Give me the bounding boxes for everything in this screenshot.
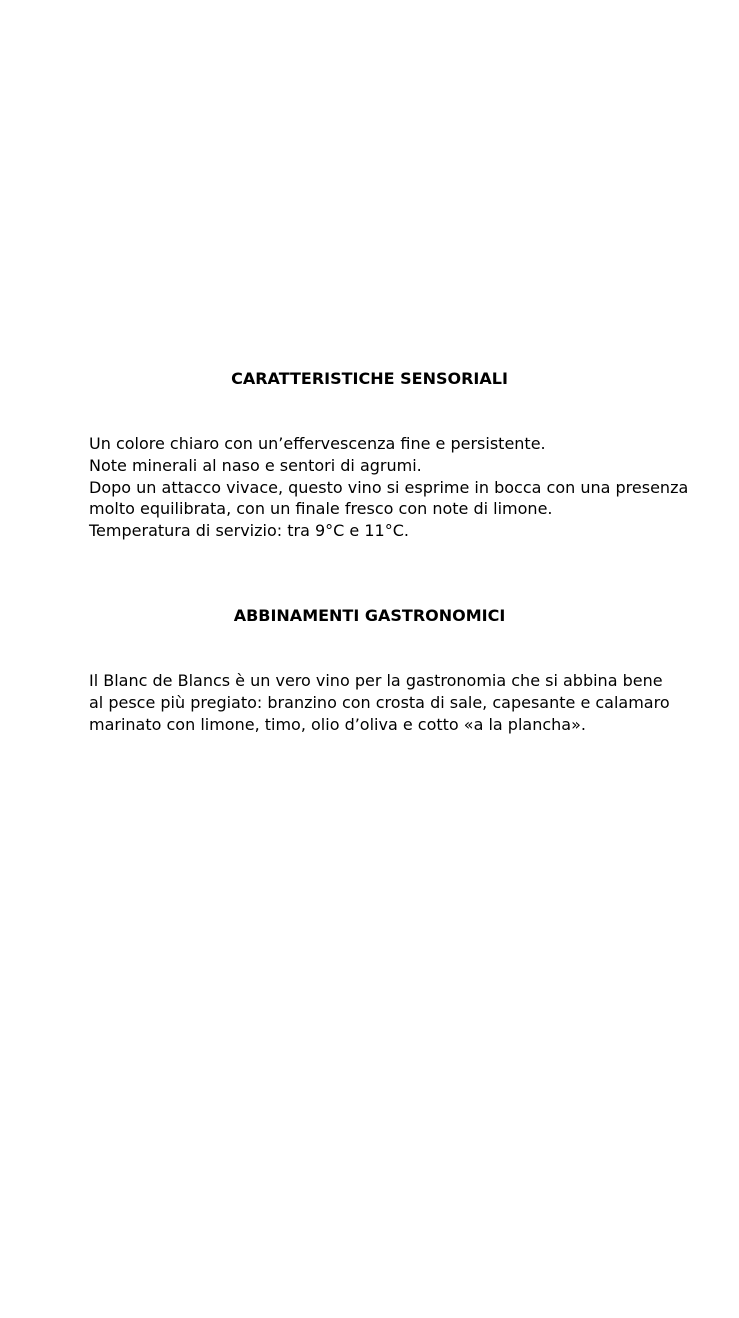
sensoriali-description [89,433,689,542]
paragraph-line: Un colore chiaro con un’effervescenza fine e persistente. [89,434,546,453]
section-title-abbinamenti: ABBINAMENTI GASTRONOMICI [233,606,506,625]
paragraph-line: Dopo un attacco vivace, questo vino si esprime in bocca con una presenza [89,477,689,497]
paragraph-line: Note minerali al naso e sentori di agrumi. [89,455,422,475]
paragraph-line: marinato con limone, timo, olio d’oliva e cotto «a la plancha». [89,714,586,734]
paragraph-line: Temperatura di servizio: tra 9°C e 11°C. [89,521,409,541]
section-title-sensoriali: CARATTERISTICHE SENSORIALI [231,369,508,388]
paragraph-line: al pesce più pregiato: branzino con crosta di sale, capesante e calamaro [89,692,670,712]
paragraph-line: molto equilibrata, con un finale fresco con note di limone. [89,499,553,519]
paragraph-line: Il Blanc de Blancs è un vero vino per la gastronomia che si abbina bene [89,671,663,690]
abbinamenti-description [89,670,669,735]
